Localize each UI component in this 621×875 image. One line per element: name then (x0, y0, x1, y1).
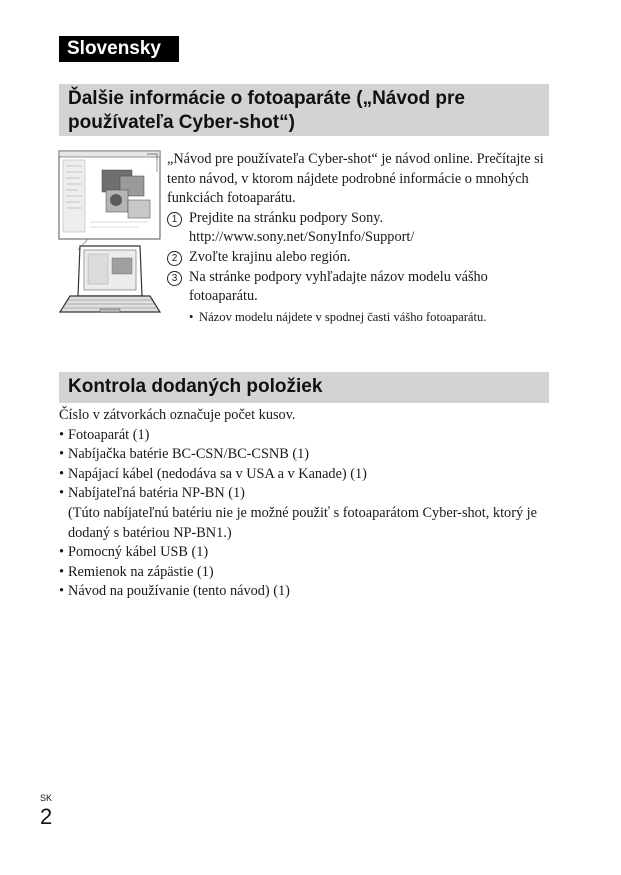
section-heading-more-info: Ďalšie informácie o fotoaparáte („Návod pre používateľa Cyber-shot“) (59, 84, 549, 136)
step-2-text: Zvoľte krajinu alebo región. (189, 248, 351, 265)
step-3-number: 3 (167, 271, 182, 286)
contents-intro: Číslo v zátvorkách označuje počet kusov. (59, 407, 296, 423)
steps-list (167, 209, 551, 326)
note-bullet: • (189, 309, 194, 324)
item-bullet: • (59, 544, 65, 561)
item-bullet: • (59, 563, 65, 580)
list-item (59, 426, 549, 446)
item-text: Pomocný kábel USB (1) (68, 544, 209, 561)
item-bullet: • (59, 426, 65, 443)
item-bullet: • (59, 485, 65, 502)
step-2 (167, 248, 551, 268)
item-bullet: • (59, 465, 65, 482)
laptop-illustration (58, 150, 162, 316)
step-1-text: Prejdite na stránku podpory Sony. (189, 209, 384, 226)
section2-body (59, 406, 549, 602)
list-item (59, 484, 549, 504)
item-text: Fotoaparát (1) (68, 426, 150, 443)
step-1-number: 1 (167, 212, 182, 227)
list-item-note (59, 504, 549, 543)
page-number: 2 (40, 804, 53, 829)
language-tag: Slovensky (59, 36, 179, 62)
list-item (59, 582, 549, 602)
supplied-items-list (59, 426, 549, 602)
model-name-note (189, 309, 551, 327)
list-item (59, 445, 549, 465)
item-bullet: • (59, 446, 65, 463)
support-url[interactable]: http://www.sony.net/SonyInfo/Support/ (189, 229, 415, 246)
note-text: Názov modelu nájdete v spodnej časti vášho fotoaparátu. (199, 309, 487, 324)
step-1 (167, 209, 551, 248)
footer-language-code: SK (40, 793, 53, 803)
item-text: Napájací kábel (nedodáva sa v USA a v Kanade) (1) (68, 465, 367, 482)
list-item (59, 543, 549, 563)
item-text: Nabíjateľná batéria NP-BN (1) (68, 485, 245, 502)
list-item (59, 465, 549, 485)
item-text: (Túto nabíjateľnú batériu nie je možné použiť s fotoaparátom Cyber-shot, ktorý je dodaný s batériou NP-BN1.) (68, 504, 537, 541)
step-2-number: 2 (167, 251, 182, 266)
step-3 (167, 268, 551, 327)
item-bullet: • (59, 583, 65, 600)
section1-body (167, 150, 551, 326)
step-3-text: Na stránke podpory vyhľadajte názov modelu vášho fotoaparátu. (189, 268, 488, 305)
item-text: Nabíjačka batérie BC-CSN/BC-CSNB (1) (68, 446, 310, 463)
section-heading-contents: Kontrola dodaných položiek (59, 372, 549, 403)
item-text: Remienok na zápästie (1) (68, 563, 214, 580)
list-item (59, 563, 549, 583)
item-text: Návod na používanie (tento návod) (1) (68, 583, 290, 600)
intro-paragraph: „Návod pre používateľa Cyber-shot“ je návod online. Prečítajte si tento návod, v ktorom nájdete podrobné informácie o mnohých funkciách fotoaparátu. (167, 151, 544, 207)
